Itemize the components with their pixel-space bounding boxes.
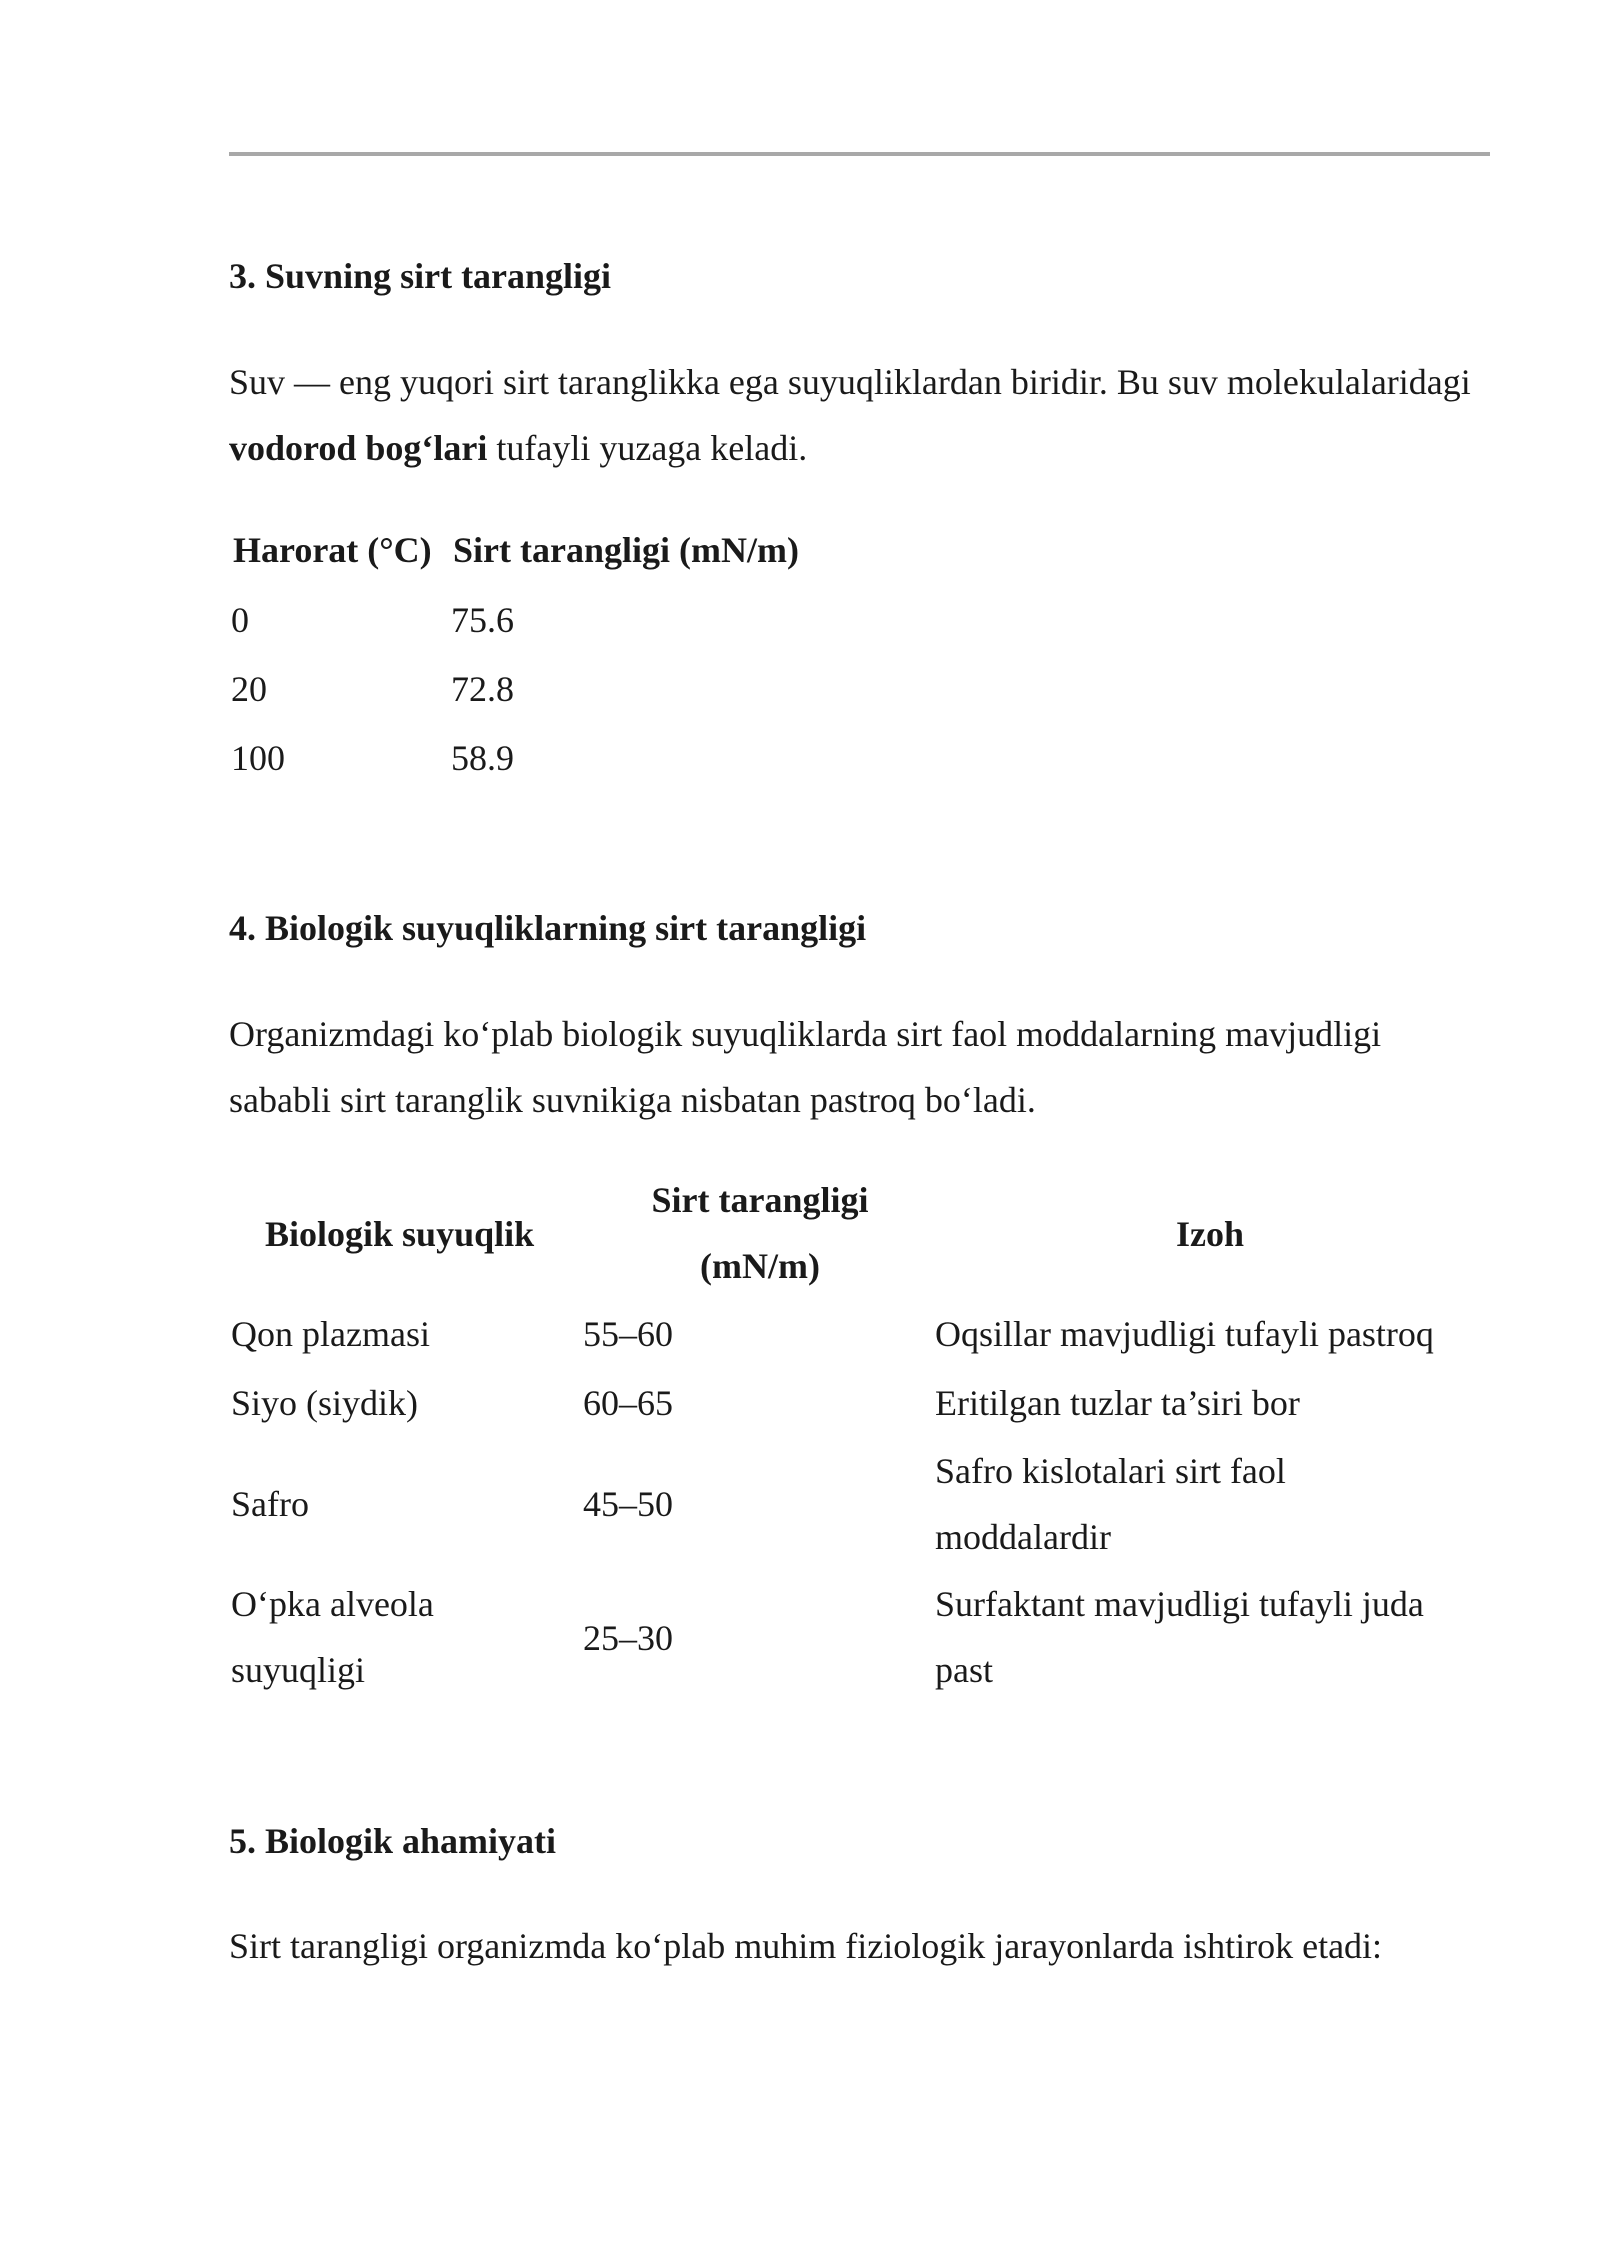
table-cell: 100 (231, 738, 285, 778)
table-cell: 60–65 (583, 1383, 673, 1423)
table-cell: Safro kislotalari sirt faol moddalardir (935, 1451, 1286, 1557)
table-cell: Qon plazmasi (231, 1314, 430, 1354)
table-cell: Oqsillar mavjudligi tufayli pastroq (935, 1314, 1434, 1354)
section-4-heading: 4. Biologik suyuqliklarning sirt tarangligi (229, 908, 867, 948)
section-3-paragraph (229, 349, 1490, 481)
top-divider (229, 152, 1490, 156)
table-cell: O‘pka alveola suyuqligi (231, 1584, 434, 1690)
section-5-heading: 5. Biologik ahamiyati (229, 1821, 557, 1861)
table-cell: 55–60 (583, 1314, 673, 1354)
section-3-paragraph-end: tufayli yuzaga keladi. (487, 428, 808, 468)
table-header-surface-tension: Sirt tarangligi (mN/m) (651, 1180, 869, 1286)
table-cell: Siyo (siydik) (231, 1383, 419, 1423)
table-header-note: Izoh (1176, 1214, 1245, 1254)
table-cell: Safro (231, 1484, 309, 1524)
table-cell: Surfaktant mavjudligi tufayli juda past (935, 1584, 1424, 1690)
table-cell: 58.9 (451, 738, 514, 778)
table-cell: 72.8 (451, 669, 514, 709)
section-3-paragraph-start: Suv — eng yuqori sirt taranglikka ega suyuqliklardan biridir. Bu suv molekulalaridagi (229, 362, 1471, 402)
table-cell: 0 (231, 600, 249, 640)
table-cell: 45–50 (583, 1484, 673, 1524)
table-cell: 20 (231, 669, 267, 709)
section-3-heading: 3. Suvning sirt tarangligi (229, 256, 612, 296)
table-cell: 25–30 (583, 1618, 673, 1658)
table-header-surface-tension: Sirt tarangligi (mN/m) (453, 530, 799, 570)
table-header-temperature: Harorat (°C) (233, 530, 432, 570)
table-header-fluid: Biologik suyuqlik (265, 1214, 535, 1254)
section-5-paragraph: Sirt tarangligi organizmda ko‘plab muhim fiziologik jarayonlarda ishtirok etadi: (229, 1926, 1383, 1966)
section-3-paragraph-bold: vodorod bog‘lari (229, 428, 488, 468)
table-cell: 75.6 (451, 600, 514, 640)
table-cell: Eritilgan tuzlar ta’siri bor (935, 1383, 1300, 1423)
section-4-paragraph: Organizmdagi ko‘plab biologik suyuqliklarda sirt faol moddalarning mavjudligi sababli sirt taranglik suvnikiga nisbatan pastroq bo‘ladi. (229, 1014, 1382, 1120)
